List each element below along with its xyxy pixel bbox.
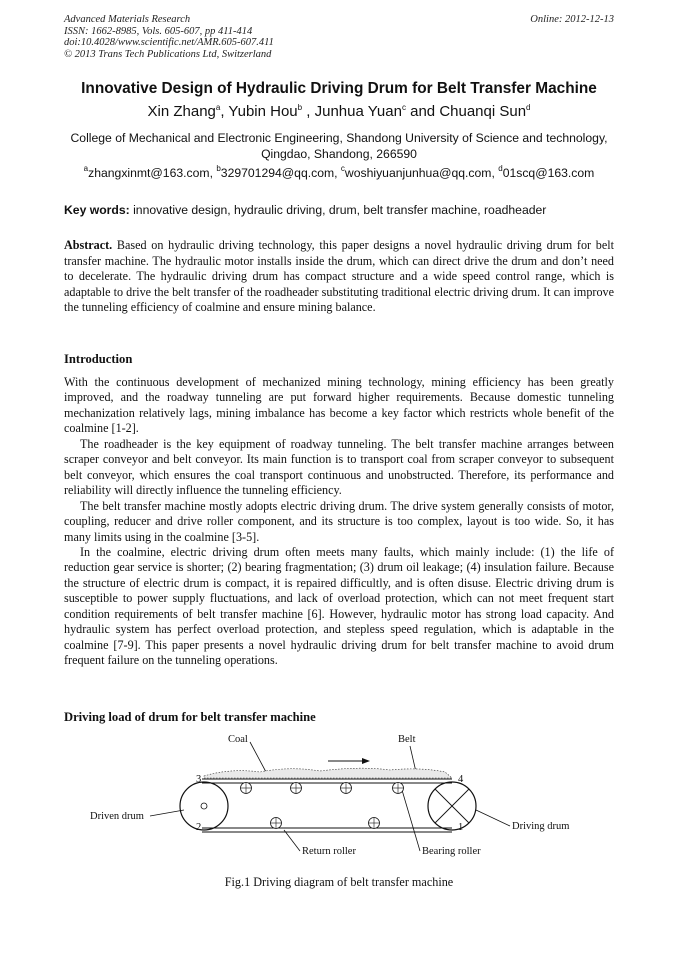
- bearing-rollers: [241, 783, 404, 794]
- belt-leader: [410, 746, 416, 772]
- bearing-roller-label: Bearing roller: [422, 846, 481, 857]
- copyright-line: © 2013 Trans Tech Publications Ltd, Switzerland: [64, 48, 272, 60]
- paragraph: In the coalmine, electric driving drum often meets many faults, which mainly include: (1) the life of reduction gear service is shorter; (2) bearing fragmentation; (3) drum oil leakage; (4) insulation failure. Because the structure of electric drum is compact, it is repaired difficultly, and is often disuse. Electric driving drum is susceptible to power supply fluctuations, and lack of overload protection, which can not meet frequent start condition requirements of belt transfer machine [6]. However, hydraulic motor has strong load capacity. And hydraulic system has perfect overload protection, and stepless speed regulation, which is adaptable in the coalmine [7-9]. This paper presents a novel hydraulic driving drum for belt transfer machine to avoid drum frequent failure on the tunneling operations.: [64, 544, 614, 668]
- driving-drum-label: Driving drum: [512, 821, 570, 832]
- email-address[interactable]: 01scq@163.com: [502, 166, 595, 180]
- paragraph: The belt transfer machine mostly adopts electric driving drum. The drive system generally consists of motor, coupling, reducer and drive roller component, and its structure is too complex, layout is too wide. So, it has many limits using in the coalmine [3-5].: [64, 498, 614, 544]
- author-sup: c: [401, 103, 406, 112]
- paper-title: Innovative Design of Hydraulic Driving Drum for Belt Transfer Machine: [81, 80, 597, 97]
- online-date: Online: 2012-12-13: [530, 14, 614, 25]
- keywords-label: Key words:: [64, 203, 130, 217]
- email-sup: a: [83, 164, 89, 173]
- introduction-body: [64, 375, 614, 669]
- email-sep: ,: [491, 166, 499, 180]
- return-roller-label: Return roller: [302, 846, 356, 857]
- paragraph: With the continuous development of mechanized mining technology, mining efficiency has been greatly improved, and the roadway tunneling are put forward higher requirements. Because domestic tunneling mechanization relatively lags, mining imbalance has become a key factor which restricts whole benefit of the coalmine [1-2].: [64, 375, 614, 436]
- paragraph: The roadheader is the key equipment of roadway tunneling. The belt transfer machine arranges between scraper conveyor and belt conveyor. Its main function is to transport coal from scraper conveyor to subsequent belt conveyor, which ensures the coal transport continuous and unobstructed. Therefore, its performance and reliability will directly influence the tunneling efficiency.: [64, 436, 614, 498]
- driven-drum: [180, 782, 228, 830]
- section-heading-driving-load: Driving load of drum for belt transfer machine: [64, 710, 316, 724]
- belt-diagram: [80, 726, 600, 866]
- affiliation: College of Mechanical and Electronic Engineering, Shandong University of Science and technology, Qingdao, Shandong, 266590: [70, 131, 608, 161]
- driven-drum-leader: [150, 810, 184, 816]
- return-roller-leader: [284, 830, 300, 851]
- driving-drum-leader: [476, 810, 510, 826]
- keywords: [64, 203, 624, 217]
- author-list: [30, 103, 648, 120]
- email-sup: d: [498, 164, 503, 173]
- section-heading-introduction: Introduction: [64, 352, 133, 366]
- belt-label: Belt: [398, 734, 416, 745]
- email-sep: ,: [209, 166, 217, 180]
- doi-line: doi:10.4028/www.scientific.net/AMR.605-607.411: [64, 37, 274, 48]
- email-address[interactable]: woshiyuanjunhua@qq.com: [344, 166, 492, 180]
- author-sep: and: [405, 103, 440, 120]
- direction-arrow-head: [362, 758, 370, 764]
- issn-line: ISSN: 1662-8985, Vols. 605-607, pp 411-414: [64, 25, 253, 37]
- email-sup: c: [340, 164, 345, 173]
- email-address[interactable]: zhangxinmt@163.com: [88, 166, 210, 180]
- point-3-label: 3: [196, 774, 202, 785]
- driven-drum-label: Driven drum: [90, 811, 144, 822]
- author-name: Junhua Yuan: [314, 103, 402, 120]
- author-name: Chuanqi Sun: [439, 103, 527, 120]
- coal-layer: [204, 768, 452, 778]
- keywords-text: innovative design, hydraulic driving, drum, belt transfer machine, roadheader: [129, 203, 547, 217]
- point-1-label: 1: [458, 822, 464, 833]
- coal-leader: [250, 742, 266, 772]
- coal-label: Coal: [228, 734, 248, 745]
- journal-name: Advanced Materials Research: [64, 14, 191, 25]
- email-sup: b: [216, 164, 221, 173]
- email-address[interactable]: 329701294@qq.com: [220, 166, 335, 180]
- belt-transfer-figure: [80, 726, 600, 866]
- author-sep: ,: [302, 103, 315, 120]
- point-4-label: 4: [458, 774, 464, 785]
- author-name: Xin Zhang: [147, 103, 216, 120]
- driven-drum-hub: [201, 803, 207, 809]
- author-name: Yubin Hou: [228, 103, 298, 120]
- abstract-label: Abstract.: [64, 238, 113, 252]
- author-sep: ,: [220, 103, 229, 120]
- abstract: [64, 238, 614, 316]
- email-sep: ,: [334, 166, 341, 180]
- email-list: [30, 166, 648, 180]
- abstract-text: Based on hydraulic driving technology, this paper designs a novel hydraulic driving drum for belt transfer machine. The hydraulic motor installs inside the drum, which can direct drive the drum and don’t need to decelerate. The hydraulic driving drum has compact structure and a wide speed control range, which is adaptable to drive the belt transfer of the roadheader substituting traditional electric driving drum. It can improve the tunneling efficiency of coalmine and ensure mining balance.: [64, 238, 614, 314]
- author-sup: b: [297, 103, 303, 112]
- return-rollers: [271, 818, 380, 829]
- author-sup: a: [215, 103, 221, 112]
- author-sup: d: [526, 103, 531, 112]
- journal-header: [64, 14, 274, 60]
- point-2-label: 2: [196, 822, 202, 833]
- bearing-roller-leader: [402, 790, 420, 851]
- figure-caption: Fig.1 Driving diagram of belt transfer machine: [224, 875, 454, 889]
